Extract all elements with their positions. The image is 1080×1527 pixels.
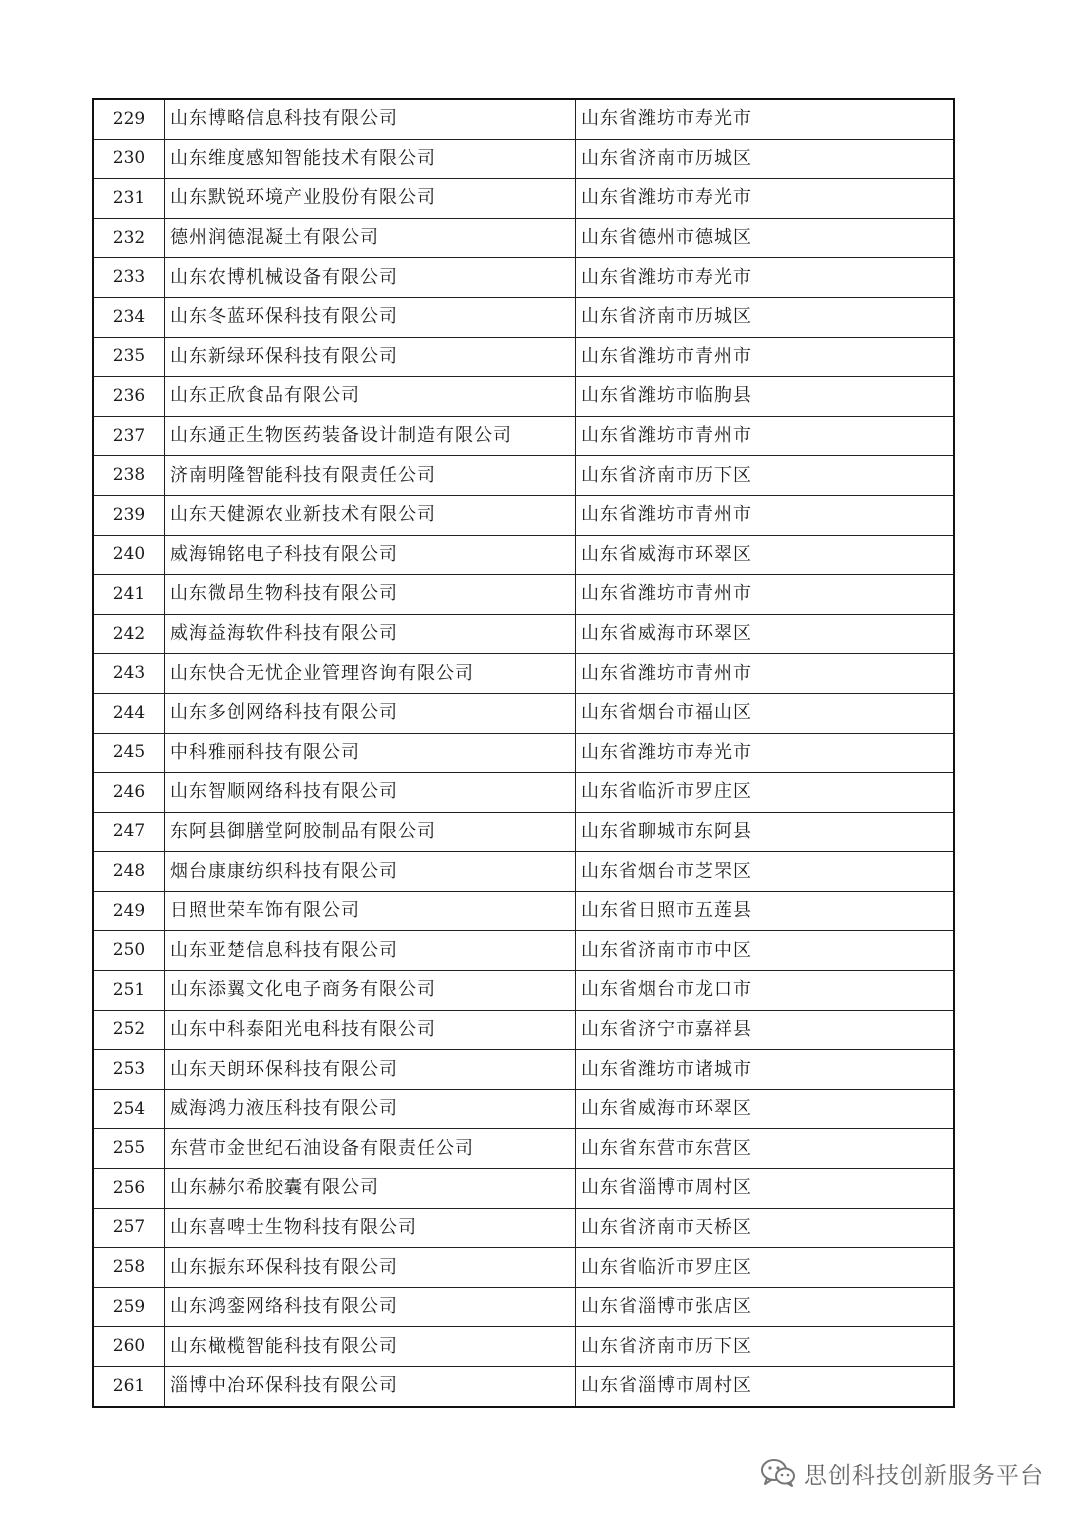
company-name: 山东默锐环境产业股份有限公司 <box>165 179 576 219</box>
company-location: 山东省济南市历下区 <box>576 456 955 496</box>
company-location: 山东省临沂市罗庄区 <box>576 1248 955 1288</box>
table-row <box>93 693 954 733</box>
row-number: 230 <box>93 139 165 179</box>
table-body <box>93 99 954 1407</box>
table-row <box>93 1367 954 1407</box>
table-row <box>93 1169 954 1209</box>
company-name: 山东赫尔希胶囊有限公司 <box>165 1169 576 1209</box>
company-location: 山东省潍坊市青州市 <box>576 654 955 694</box>
row-number: 234 <box>93 297 165 337</box>
table-row <box>93 337 954 377</box>
company-name: 山东橄榄智能科技有限公司 <box>165 1327 576 1367</box>
company-location: 山东省潍坊市寿光市 <box>576 258 955 298</box>
row-number: 235 <box>93 337 165 377</box>
company-location: 山东省威海市环翠区 <box>576 1089 955 1129</box>
row-number: 245 <box>93 733 165 773</box>
company-name: 山东天健源农业新技术有限公司 <box>165 495 576 535</box>
company-location: 山东省济南市历下区 <box>576 1327 955 1367</box>
company-location: 山东省聊城市东阿县 <box>576 812 955 852</box>
company-name: 烟台康康纺织科技有限公司 <box>165 852 576 892</box>
row-number: 261 <box>93 1367 165 1407</box>
company-name: 威海益海软件科技有限公司 <box>165 614 576 654</box>
table-row <box>93 297 954 337</box>
company-location: 山东省东营市东营区 <box>576 1129 955 1169</box>
table-row <box>93 654 954 694</box>
row-number: 241 <box>93 575 165 615</box>
company-name: 山东通正生物医药装备设计制造有限公司 <box>165 416 576 456</box>
company-location: 山东省潍坊市青州市 <box>576 495 955 535</box>
row-number: 243 <box>93 654 165 694</box>
row-number: 254 <box>93 1089 165 1129</box>
company-name: 济南明隆智能科技有限责任公司 <box>165 456 576 496</box>
company-location: 山东省烟台市芝罘区 <box>576 852 955 892</box>
table-row <box>93 1129 954 1169</box>
row-number: 244 <box>93 693 165 733</box>
table-row <box>93 1287 954 1327</box>
table-row <box>93 179 954 219</box>
company-location: 山东省济宁市嘉祥县 <box>576 1010 955 1050</box>
table-row <box>93 1010 954 1050</box>
company-location: 山东省潍坊市寿光市 <box>576 179 955 219</box>
table-row <box>93 456 954 496</box>
table-row <box>93 1248 954 1288</box>
company-name: 山东快合无忧企业管理咨询有限公司 <box>165 654 576 694</box>
company-name: 山东中科泰阳光电科技有限公司 <box>165 1010 576 1050</box>
company-name: 山东冬蓝环保科技有限公司 <box>165 297 576 337</box>
company-location: 山东省潍坊市青州市 <box>576 337 955 377</box>
row-number: 238 <box>93 456 165 496</box>
company-location: 山东省日照市五莲县 <box>576 891 955 931</box>
company-name: 山东正欣食品有限公司 <box>165 377 576 417</box>
table-row <box>93 99 954 139</box>
row-number: 251 <box>93 971 165 1011</box>
company-name: 威海鸿力液压科技有限公司 <box>165 1089 576 1129</box>
company-list-table <box>92 98 955 1408</box>
row-number: 232 <box>93 218 165 258</box>
table-row <box>93 218 954 258</box>
table-row <box>93 852 954 892</box>
watermark <box>760 1456 1044 1490</box>
company-location: 山东省威海市环翠区 <box>576 614 955 654</box>
company-location: 山东省临沂市罗庄区 <box>576 773 955 813</box>
row-number: 240 <box>93 535 165 575</box>
table-row <box>93 773 954 813</box>
company-location: 山东省淄博市周村区 <box>576 1169 955 1209</box>
company-location: 山东省济南市历城区 <box>576 139 955 179</box>
company-name: 日照世荣车饰有限公司 <box>165 891 576 931</box>
company-name: 山东喜啤士生物科技有限公司 <box>165 1208 576 1248</box>
row-number: 249 <box>93 891 165 931</box>
company-location: 山东省潍坊市青州市 <box>576 575 955 615</box>
row-number: 247 <box>93 812 165 852</box>
row-number: 236 <box>93 377 165 417</box>
table-row <box>93 931 954 971</box>
row-number: 252 <box>93 1010 165 1050</box>
table-row <box>93 971 954 1011</box>
company-name: 山东博略信息科技有限公司 <box>165 99 576 139</box>
company-name: 山东多创网络科技有限公司 <box>165 693 576 733</box>
company-name: 山东微昂生物科技有限公司 <box>165 575 576 615</box>
company-name: 山东亚楚信息科技有限公司 <box>165 931 576 971</box>
company-location: 山东省淄博市张店区 <box>576 1287 955 1327</box>
company-location: 山东省潍坊市临朐县 <box>576 377 955 417</box>
row-number: 242 <box>93 614 165 654</box>
row-number: 260 <box>93 1327 165 1367</box>
row-number: 237 <box>93 416 165 456</box>
row-number: 248 <box>93 852 165 892</box>
company-name: 东营市金世纪石油设备有限责任公司 <box>165 1129 576 1169</box>
table-row <box>93 1050 954 1090</box>
company-name: 山东农博机械设备有限公司 <box>165 258 576 298</box>
row-number: 253 <box>93 1050 165 1090</box>
row-number: 239 <box>93 495 165 535</box>
table-row <box>93 1327 954 1367</box>
company-location: 山东省潍坊市诸城市 <box>576 1050 955 1090</box>
table-row <box>93 258 954 298</box>
row-number: 229 <box>93 99 165 139</box>
company-location: 山东省威海市环翠区 <box>576 535 955 575</box>
company-location: 山东省潍坊市寿光市 <box>576 733 955 773</box>
company-location: 山东省烟台市龙口市 <box>576 971 955 1011</box>
row-number: 257 <box>93 1208 165 1248</box>
company-location: 山东省济南市历城区 <box>576 297 955 337</box>
company-name: 山东鸿銮网络科技有限公司 <box>165 1287 576 1327</box>
table-row <box>93 495 954 535</box>
company-location: 山东省济南市市中区 <box>576 931 955 971</box>
table-row <box>93 416 954 456</box>
company-name: 中科雅丽科技有限公司 <box>165 733 576 773</box>
row-number: 258 <box>93 1248 165 1288</box>
company-name: 威海锦铭电子科技有限公司 <box>165 535 576 575</box>
company-location: 山东省烟台市福山区 <box>576 693 955 733</box>
row-number: 231 <box>93 179 165 219</box>
table-row <box>93 614 954 654</box>
row-number: 256 <box>93 1169 165 1209</box>
company-location: 山东省德州市德城区 <box>576 218 955 258</box>
wechat-icon <box>760 1458 796 1488</box>
table-row <box>93 1089 954 1129</box>
company-location: 山东省济南市天桥区 <box>576 1208 955 1248</box>
company-name: 山东维度感知智能技术有限公司 <box>165 139 576 179</box>
company-name: 山东振东环保科技有限公司 <box>165 1248 576 1288</box>
row-number: 233 <box>93 258 165 298</box>
table-row <box>93 1208 954 1248</box>
row-number: 250 <box>93 931 165 971</box>
company-name: 德州润德混凝土有限公司 <box>165 218 576 258</box>
company-location: 山东省淄博市周村区 <box>576 1367 955 1407</box>
row-number: 259 <box>93 1287 165 1327</box>
table-row <box>93 535 954 575</box>
company-name: 山东添翼文化电子商务有限公司 <box>165 971 576 1011</box>
company-name: 东阿县御膳堂阿胶制品有限公司 <box>165 812 576 852</box>
table-row <box>93 377 954 417</box>
company-name: 山东天朗环保科技有限公司 <box>165 1050 576 1090</box>
company-name: 山东智顺网络科技有限公司 <box>165 773 576 813</box>
watermark-text: 思创科技创新服务平台 <box>804 1462 1044 1489</box>
company-location: 山东省潍坊市寿光市 <box>576 99 955 139</box>
table-row <box>93 575 954 615</box>
company-location: 山东省潍坊市青州市 <box>576 416 955 456</box>
company-name: 淄博中冶环保科技有限公司 <box>165 1367 576 1407</box>
table-row <box>93 733 954 773</box>
table-row <box>93 891 954 931</box>
table-row <box>93 812 954 852</box>
row-number: 255 <box>93 1129 165 1169</box>
table-row <box>93 139 954 179</box>
company-name: 山东新绿环保科技有限公司 <box>165 337 576 377</box>
row-number: 246 <box>93 773 165 813</box>
